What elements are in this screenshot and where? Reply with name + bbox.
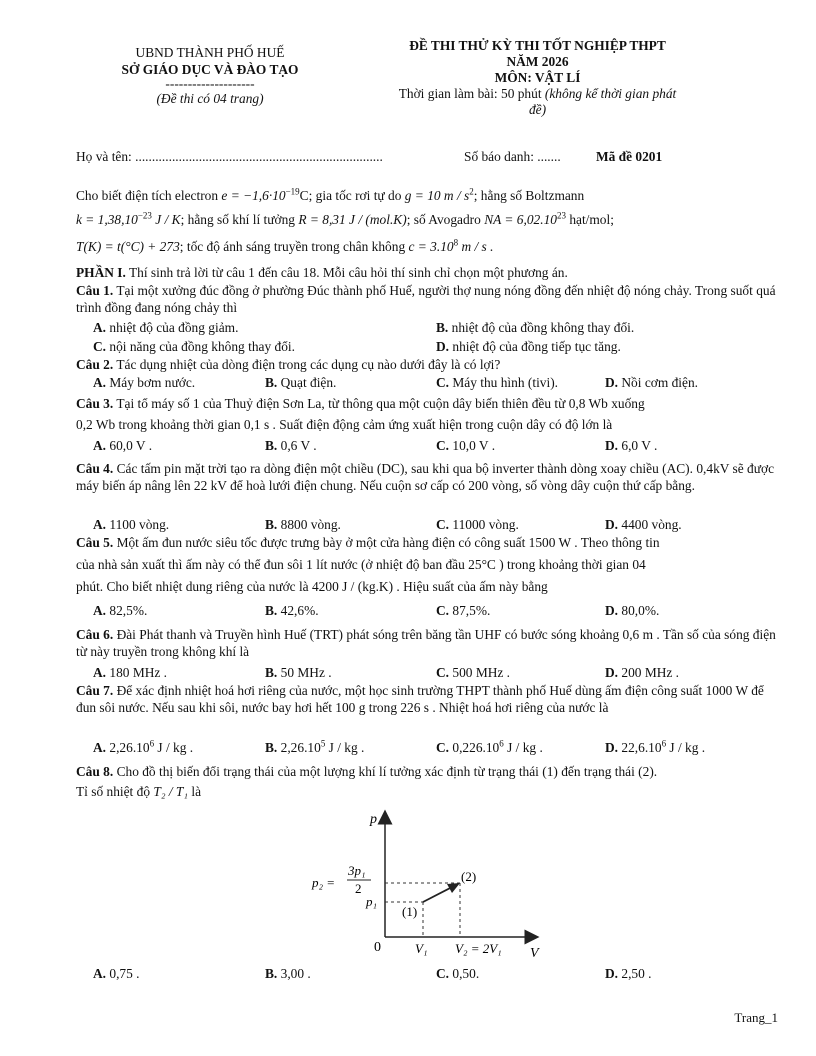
option-text: 200 MHz . bbox=[618, 665, 680, 680]
option-5b[interactable] bbox=[265, 602, 319, 620]
option-text: nhiệt độ của đồng giảm. bbox=[106, 320, 239, 335]
constants-text: hạt/mol; bbox=[565, 212, 614, 227]
option-text: 2,26.10 bbox=[277, 740, 321, 755]
option-key: B. bbox=[265, 438, 278, 453]
option-text: 2,26.10 bbox=[106, 740, 150, 755]
option-key: A. bbox=[93, 320, 107, 335]
question-3-line-2: 0,2 Wb trong khoảng thời gian 0,1 s . Suất điện động cảm ứng xuất hiện trong cuộn dây có độ lớn là bbox=[76, 417, 613, 432]
pv-graph bbox=[300, 805, 560, 965]
question-number: Câu 4. bbox=[76, 461, 114, 476]
option-key: D. bbox=[605, 665, 619, 680]
constants-line-2 bbox=[76, 211, 786, 229]
exponent: −19 bbox=[285, 186, 300, 197]
constants-text: ; tốc độ ánh sáng truyền trong chân không bbox=[179, 239, 409, 254]
question-2 bbox=[76, 356, 786, 374]
p-axis-label: p bbox=[370, 812, 377, 827]
question-3 bbox=[76, 395, 786, 413]
option-key: D. bbox=[605, 517, 619, 532]
option-6d[interactable] bbox=[605, 664, 679, 682]
origin-label: 0 bbox=[374, 940, 381, 955]
option-text: 8800 vòng. bbox=[277, 517, 341, 532]
option-key: B. bbox=[265, 966, 278, 981]
option-key: A. bbox=[93, 603, 107, 618]
question-text: Cho đồ thị biến đổi trạng thái của một lượng khí lí tưởng xác định từ trạng thái (1) đến trạng thái (2). bbox=[113, 764, 658, 779]
department-name: SỞ GIÁO DỤC VÀ ĐÀO TẠO bbox=[121, 62, 299, 77]
v1-label: V₁ bbox=[415, 941, 428, 956]
option-text: nhiệt độ của đồng tiếp tục tăng. bbox=[449, 339, 621, 354]
option-text: 180 MHz . bbox=[106, 665, 168, 680]
option-text: nhiệt độ của đồng không thay đổi. bbox=[448, 320, 635, 335]
option-text: Máy bơm nước. bbox=[106, 375, 196, 390]
option-key: B. bbox=[265, 665, 278, 680]
option-1a[interactable] bbox=[93, 319, 238, 337]
option-text: 87,5%. bbox=[449, 603, 491, 618]
option-key: D. bbox=[436, 339, 450, 354]
question-text: Một ấm đun nước siêu tốc được trưng bày ở một cửa hàng điện có công suất 1500 W . Theo thông tin bbox=[113, 535, 660, 550]
unit: J / K bbox=[155, 212, 181, 227]
exam-subject: MÔN: VẬT LÍ bbox=[494, 70, 581, 85]
option-4a[interactable] bbox=[93, 516, 169, 534]
question-number: Câu 3. bbox=[76, 396, 114, 411]
question-number: Câu 8. bbox=[76, 764, 114, 779]
exam-year: NĂM 2026 bbox=[506, 54, 569, 69]
option-2b[interactable] bbox=[265, 374, 336, 392]
constants-text: ; số Avogadro bbox=[406, 212, 485, 227]
exponent: 8 bbox=[453, 237, 459, 248]
question-number: Câu 6. bbox=[76, 627, 114, 642]
exam-code: Mã đề 0201 bbox=[596, 149, 663, 164]
question-text: Đài Phát thanh và Truyền hình Huế (TRT) phát sóng trên băng tần UHF có bước sóng khoảng 0,6 m . Tần số của sóng điện từ này truyền trong không khí là bbox=[76, 627, 776, 659]
option-text: Máy thu hình (tivi). bbox=[449, 375, 559, 390]
question-text: Các tấm pin mặt trời tạo ra dòng điện một chiều (DC), sau khi qua bộ inverter thành dòng xoay chiều (AC). 0,4kV sẽ được máy biến áp nâng lên 22 kV để hoà lưới điện chung. Nếu cuộn sơ cấp có 200 vòng, số vòng dây cuộn thứ cấp bằng. bbox=[76, 461, 775, 493]
exponent: 6 bbox=[499, 738, 504, 749]
constants-text: ; hằng số khí lí tưởng bbox=[180, 212, 299, 227]
header-divider: -------------------- bbox=[165, 76, 255, 91]
option-7d[interactable] bbox=[605, 739, 705, 757]
option-key: C. bbox=[436, 375, 450, 390]
option-8a[interactable] bbox=[93, 965, 140, 983]
constants-text: ; gia tốc rơi tự do bbox=[308, 188, 405, 203]
option-text: 0,226.10 bbox=[449, 740, 500, 755]
question-text: Để xác định nhiệt hoá hơi riêng của nước, một học sinh trường THPT thành phố Huế dùng ấm điện công suất 1000 W để đun sôi nước. Nếu sau khi sôi, nước bay hơi hết 100 g trong 226 s . Nhiệt hoá hơi riêng của nước là bbox=[76, 683, 764, 715]
option-1d[interactable] bbox=[436, 338, 621, 356]
v2-label: V₂ = 2V₁ bbox=[455, 941, 502, 956]
option-text: 500 MHz . bbox=[449, 665, 511, 680]
option-text: 50 MHz . bbox=[277, 665, 332, 680]
option-4c[interactable] bbox=[436, 516, 519, 534]
exponent: 5 bbox=[320, 738, 326, 749]
option-text: 2,50 . bbox=[618, 966, 652, 981]
p2-numerator: 3p₁ bbox=[348, 863, 366, 878]
exam-time bbox=[360, 86, 715, 102]
option-8b[interactable] bbox=[265, 965, 311, 983]
option-key: C. bbox=[436, 517, 450, 532]
gas-constant: R = 8,31 J / (mol.K) bbox=[298, 212, 407, 227]
question-1 bbox=[76, 282, 781, 316]
option-key: A. bbox=[93, 517, 107, 532]
option-key: A. bbox=[93, 438, 107, 453]
question-number: Câu 2. bbox=[76, 357, 114, 372]
option-key: A. bbox=[93, 966, 107, 981]
question-number: Câu 7. bbox=[76, 683, 114, 698]
option-text: 82,5%. bbox=[106, 603, 148, 618]
option-2c[interactable] bbox=[436, 374, 558, 392]
exam-time-note-end: đề) bbox=[528, 102, 547, 117]
option-key: C. bbox=[93, 339, 107, 354]
option-text: 80,0%. bbox=[618, 603, 660, 618]
question-8-line-2 bbox=[76, 783, 786, 801]
option-7a[interactable] bbox=[93, 739, 193, 757]
option-text: 6,0 V . bbox=[618, 438, 658, 453]
option-key: C. bbox=[436, 603, 450, 618]
option-2d[interactable] bbox=[605, 374, 698, 392]
unit: C bbox=[299, 188, 309, 203]
option-key: D. bbox=[605, 740, 619, 755]
gravity-value: g = 10 m / s bbox=[404, 188, 470, 203]
option-3d[interactable] bbox=[605, 437, 657, 455]
option-4b[interactable] bbox=[265, 516, 341, 534]
option-text: 3,00 . bbox=[277, 966, 311, 981]
option-key: B. bbox=[265, 375, 278, 390]
question-4 bbox=[76, 460, 781, 494]
option-text: 0,75 . bbox=[106, 966, 140, 981]
option-1c[interactable] bbox=[93, 338, 295, 356]
part-heading bbox=[76, 264, 786, 282]
option-key: B. bbox=[265, 517, 278, 532]
question-5-line-2: của nhà sản xuất thì ấm này có thể đun sôi 1 lít nước (ở nhiệt độ ban đầu 25°C ) trong khoảng thời gian 04 bbox=[76, 557, 646, 572]
question-5 bbox=[76, 534, 786, 552]
unit: J / kg . bbox=[666, 740, 706, 755]
question-7 bbox=[76, 682, 781, 716]
question-text: Tác dụng nhiệt của dòng điện trong các dụng cụ nào dưới đây là có lợi? bbox=[113, 357, 501, 372]
exponent: 6 bbox=[149, 738, 155, 749]
option-text: 1100 vòng. bbox=[106, 517, 170, 532]
candidate-name-field: Họ và tên: .......................................................................... bbox=[76, 149, 383, 164]
constants-text: Cho biết điện tích electron bbox=[76, 188, 222, 203]
exponent: 2 bbox=[469, 186, 474, 197]
question-text: Tại một xưởng đúc đồng ở phường Đúc thành phố Huế, người thợ nung nóng đồng đến nhiệt độ nóng chảy. Trong suốt quá trình đồng đang nóng chảy thì bbox=[76, 283, 776, 315]
boltzmann-value: k = 1,38,10 bbox=[76, 212, 138, 227]
option-key: C. bbox=[436, 438, 450, 453]
option-key: D. bbox=[605, 375, 619, 390]
option-3c[interactable] bbox=[436, 437, 495, 455]
question-number: Câu 1. bbox=[76, 283, 114, 298]
exponent: −23 bbox=[137, 210, 152, 221]
v-axis-label: V bbox=[530, 946, 539, 961]
question-8 bbox=[76, 763, 786, 781]
temperature-ratio: T₂ / T₁ bbox=[153, 784, 188, 799]
option-text: 42,6%. bbox=[277, 603, 319, 618]
question-5-line-3: phút. Cho biết nhiệt dung riêng của nước là 4200 J / (kg.K) . Hiệu suất của ấm này bằng bbox=[76, 579, 548, 594]
authority-name: UBND THÀNH PHỐ HUẾ bbox=[135, 45, 285, 60]
option-text: 11000 vòng. bbox=[449, 517, 519, 532]
option-text: Quạt điện. bbox=[277, 375, 337, 390]
option-key: D. bbox=[605, 438, 619, 453]
option-5a[interactable] bbox=[93, 602, 147, 620]
option-6b[interactable] bbox=[265, 664, 332, 682]
constants-text: ; hằng số Boltzmann bbox=[473, 188, 585, 203]
exponent: 23 bbox=[556, 210, 566, 221]
exam-time-note: (không kể thời gian phát bbox=[544, 86, 677, 101]
option-key: A. bbox=[93, 665, 107, 680]
question-text: Tỉ số nhiệt độ bbox=[76, 784, 154, 799]
option-3a[interactable] bbox=[93, 437, 152, 455]
option-key: D. bbox=[605, 603, 619, 618]
option-key: B. bbox=[436, 320, 449, 335]
exam-title: ĐỀ THI THỬ KỲ THI TỐT NGHIỆP THPT bbox=[409, 38, 666, 53]
page-count-note: (Đề thi có 04 trang) bbox=[156, 91, 264, 106]
unit: J / kg . bbox=[154, 740, 194, 755]
electron-charge: e = −1,6·10 bbox=[221, 188, 286, 203]
option-text: 60,0 V . bbox=[106, 438, 153, 453]
option-key: B. bbox=[265, 740, 278, 755]
option-7c[interactable] bbox=[436, 739, 543, 757]
option-3b[interactable] bbox=[265, 437, 317, 455]
state-1-label: (1) bbox=[402, 904, 418, 919]
option-text: 0,6 V . bbox=[277, 438, 317, 453]
option-7b[interactable] bbox=[265, 739, 364, 757]
question-number: Câu 5. bbox=[76, 535, 114, 550]
option-text: nội năng của đồng không thay đổi. bbox=[106, 339, 295, 354]
option-5d[interactable] bbox=[605, 602, 659, 620]
candidate-line bbox=[76, 148, 786, 166]
header-right bbox=[360, 38, 715, 118]
question-6 bbox=[76, 626, 781, 660]
question-text: Tại tổ máy số 1 của Thuỷ điện Sơn La, từ thông qua một cuộn dây biến thiên đều từ 0,8 Wb xuống bbox=[113, 396, 645, 411]
exam-time-main: Thời gian làm bài: 50 phút bbox=[398, 86, 545, 101]
part-title: PHẦN I. bbox=[76, 265, 126, 280]
option-text: 22,6.10 bbox=[618, 740, 662, 755]
option-5c[interactable] bbox=[436, 602, 490, 620]
option-key: A. bbox=[93, 375, 107, 390]
option-8c[interactable] bbox=[436, 965, 479, 983]
option-key: C. bbox=[436, 665, 450, 680]
unit: m / s . bbox=[458, 239, 494, 254]
avogadro-value: NA = 6,02.10 bbox=[484, 212, 557, 227]
unit: J / kg . bbox=[503, 740, 543, 755]
p2-label: p₂ = bbox=[312, 875, 336, 890]
p1-label: p₁ bbox=[366, 894, 378, 909]
exponent: 6 bbox=[661, 738, 667, 749]
option-text: Nồi cơm điện. bbox=[618, 375, 699, 390]
constants-line-3 bbox=[76, 238, 786, 256]
option-key: C. bbox=[436, 966, 450, 981]
option-text: 10,0 V . bbox=[449, 438, 496, 453]
state-2-label: (2) bbox=[461, 869, 477, 884]
option-key: D. bbox=[605, 966, 619, 981]
page-number: Trang_1 bbox=[734, 1010, 778, 1025]
light-speed: c = 3.10 bbox=[408, 239, 454, 254]
option-key: B. bbox=[265, 603, 278, 618]
p2-denominator: 2 bbox=[355, 881, 362, 896]
option-2a[interactable] bbox=[93, 374, 195, 392]
question-text: là bbox=[188, 784, 202, 799]
temperature-conversion: T(K) = t(°C) + 273 bbox=[76, 239, 180, 254]
option-4d[interactable] bbox=[605, 516, 682, 534]
option-key: A. bbox=[93, 740, 107, 755]
constants-line-1 bbox=[76, 187, 786, 205]
option-6a[interactable] bbox=[93, 664, 167, 682]
option-1b[interactable] bbox=[436, 319, 634, 337]
option-text: 0,50. bbox=[449, 966, 480, 981]
option-6c[interactable] bbox=[436, 664, 510, 682]
header-left bbox=[85, 44, 335, 107]
option-key: C. bbox=[436, 740, 450, 755]
option-8d[interactable] bbox=[605, 965, 652, 983]
unit: J / kg . bbox=[325, 740, 365, 755]
candidate-number-field: Số báo danh: ....... bbox=[464, 149, 561, 164]
option-text: 4400 vòng. bbox=[618, 517, 682, 532]
part-instructions: Thí sinh trả lời từ câu 1 đến câu 18. Mỗi câu hỏi thí sinh chỉ chọn một phương án. bbox=[125, 265, 568, 280]
